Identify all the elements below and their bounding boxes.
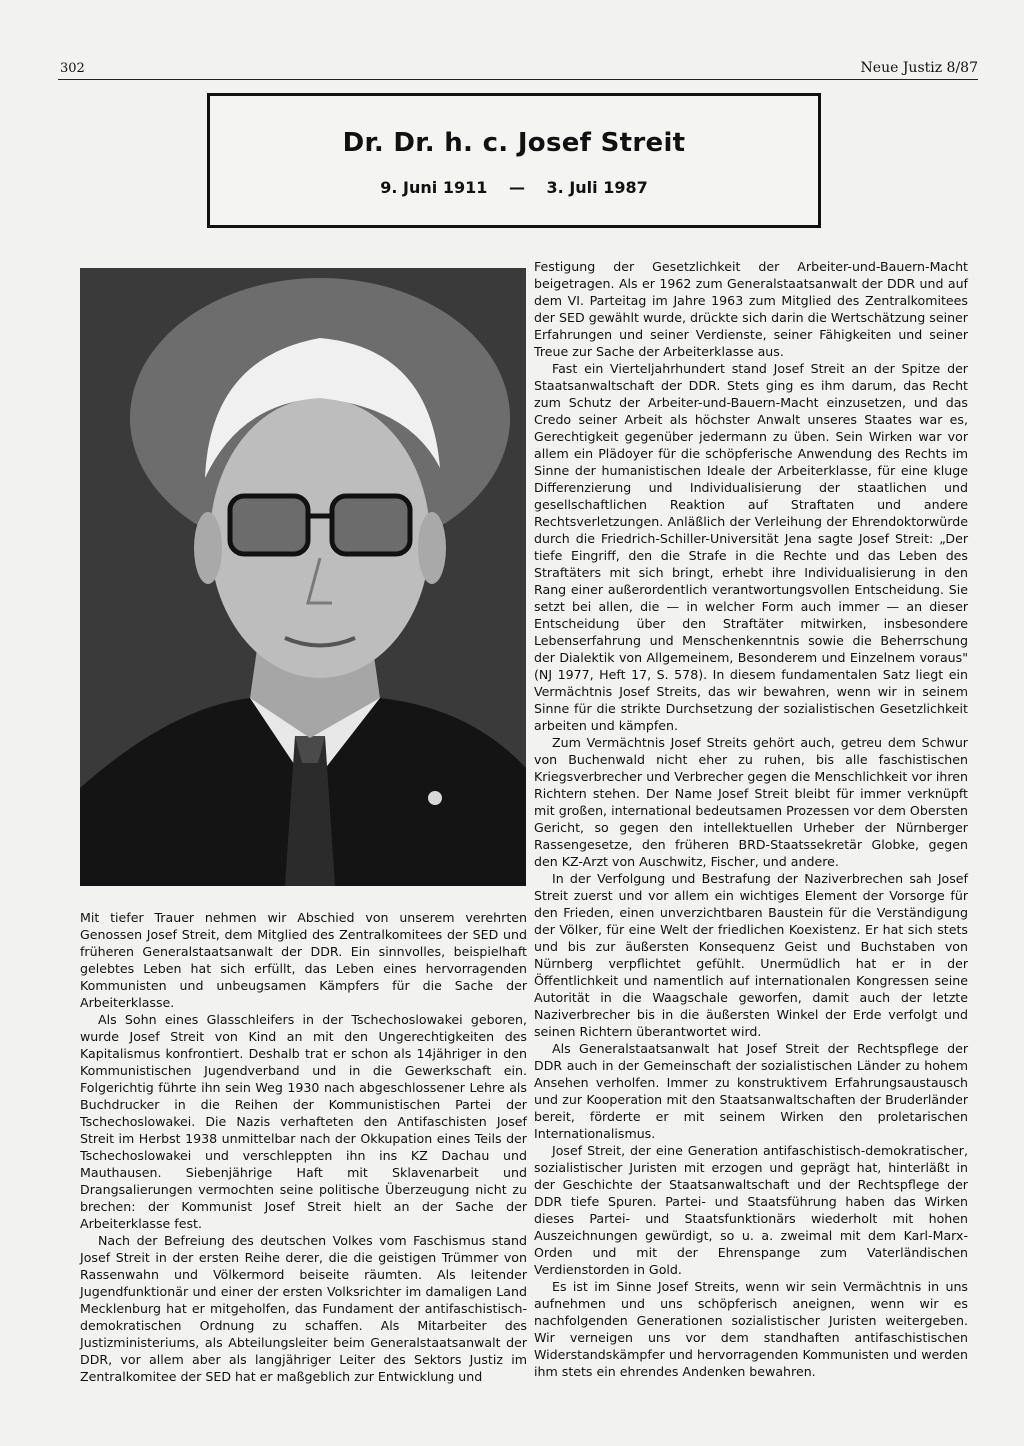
page-number: 302 — [60, 61, 85, 76]
date-dash: — — [508, 178, 525, 197]
paragraph: Josef Streit, der eine Generation antifaschistisch-demokratischer, sozialistischer Juristen mit erzogen und geprägt hat, hinterläßt in der Geschichte der Staatsanwaltschaft und der Rechtspflege der DDR tiefe Spuren. Partei- und Staatsführung haben das Wirken dieses Partei- und Staatsfunktionärs wiederholt mit hohen Auszeichnungen gewürdigt, so u. a. zweimal mit dem Karl-Marx-Orden und mit der Ehrenspange zum Vaterländischen Verdienstorden in Gold. — [534, 1143, 968, 1277]
paragraph: Als Sohn eines Glasschleifers in der Tschechoslowakei geboren, wurde Josef Streit von Kind an mit den Ungerechtigkeiten des Kapitalismus konfrontiert. Deshalb trat er schon als 14jähriger in den Kommunistischen Jugendverband und in die Gewerkschaft ein. Folgerichtig führte ihn sein Weg 1930 nach abgeschlossener Lehre als Buchdrucker in die Reihen der Kommunistischen Partei der Tschechoslowakei. Die Nazis verhafteten den Antifaschisten Josef Streit im Herbst 1938 unmittelbar nach der Okkupation eines Teils der Tschechoslowakei und verschleppten ihn ins KZ Dachau und Mauthausen. Siebenjährige Haft mit Sklavenarbeit und Drangsalierungen vermochten seine politische Überzeugung nicht zu brechen: der Kommunist Josef Streit hielt an der Sache der Arbeiterklasse fest. — [80, 1012, 527, 1231]
birth-date: 9. Juni 1911 — [380, 178, 488, 197]
portrait-photo — [80, 268, 526, 886]
paragraph: Fast ein Vierteljahrhundert stand Josef Streit an der Spitze der Staatsanwaltschaft der DDR. Stets ging es ihm darum, das Recht zum Schutz der Arbeiter-und-Bauern-Macht einzusetzen, und das Credo seiner Arbeit als höchster Anwalt unseres Staates war es, Gerechtigkeit gegenüber jedermann zu üben. Sein Wirken war vor allem ein Plädoyer für die schöpferische Anwendung des Rechts im Sinne der humanistischen Ideale der Arbeiterklasse, für eine kluge Differenzierung und Individualisierung der staatlichen und gesellschaftlichen Reaktion auf Straftaten und andere Rechtsverletzungen. Anläßlich der Verleihung der Ehrendoktorwürde durch die Friedrich-Schiller-Universität Jena sagte Josef Streit: „Der tiefe Eingriff, den die Strafe in die Rechte und das Leben des Straftäters mit sich bringt, erhebt ihre Individualisierung in den Rang einer außerordentlich verantwortungsvollen Entscheidung. Sie setzt bei allen, die — in welcher Form auch immer — an dieser Entscheidung über den Straftäter mitwirken, insbesondere Lebenserfahrung und Menschenkenntnis sowie die Beherrschung der Dialektik von Allgemeinem, Besonderem und Einzelnem voraus" (NJ 1977, Heft 17, S. 578). In diesem fundamentalen Satz liegt ein Vermächtnis Josef Streits, das wir bewahren, wenn wir in seinem Sinne für die strikte Durchsetzung der sozialistischen Gesetzlichkeit arbeiten und kämpfen. — [534, 361, 968, 733]
paragraph: Zum Vermächtnis Josef Streits gehört auch, getreu dem Schwur von Buchenwald nicht eher zu ruhen, bis alle faschistischen Kriegsverbrecher und Verbrecher gegen die Menschlichkeit vor ihren Richtern stehen. Der Name Josef Streit bleibt für immer verknüpft mit großen, international bedeutsamen Prozessen vor dem Obersten Gericht, so gegen den intellektuellen Urheber der Nürnberger Rassengesetze, den früheren BRD-Staatssekretär Globke, gegen den KZ-Arzt von Auschwitz, Fischer, und andere. — [534, 735, 968, 869]
life-dates — [210, 178, 818, 197]
paragraph: Nach der Befreiung des deutschen Volkes vom Faschismus stand Josef Streit in der ersten Reihe derer, die die geistigen Trümmer von Rassenwahn und Völkermord beiseite räumten. Als leitender Jugendfunktionär und einer der ersten Volksrichter im damaligen Land Mecklenburg hat er mitgeholfen, das Fundament der antifaschistisch-demokratischen Ordnung zu schaffen. Als Mitarbeiter des Justizministeriums, als Abteilungsleiter beim Generalstaatsanwalt der DDR, vor allem aber als langjähriger Leiter des Sektors Justiz im Zentralkomitee der SED hat er maßgeblich zur Entwicklung und — [80, 1233, 527, 1384]
obituary-title-box — [207, 93, 821, 228]
paragraph: Festigung der Gesetzlichkeit der Arbeiter-und-Bauern-Macht beigetragen. Als er 1962 zum Generalstaatsanwalt der DDR und auf dem VI. Parteitag im Jahre 1963 zum Mitglied des Zentralkomitees der SED gewählt wurde, drückte sich darin die Wertschätzung seiner Erfahrungen und seiner Verdienste, seiner Fähigkeiten und seiner Treue zur Sache der Arbeiterklasse aus. — [534, 259, 968, 359]
left-column-text — [80, 909, 527, 1385]
right-column-text — [534, 258, 968, 1380]
header-rule — [58, 79, 978, 80]
journal-issue: Neue Justiz 8/87 — [860, 60, 978, 76]
paragraph: Als Generalstaatsanwalt hat Josef Streit der Rechtspflege der DDR auch in der Gemeinschaft der sozialistischen Länder zu hohem Ansehen verholfen. Immer zu konstruktivem Erfahrungsaustausch und zur Kooperation mit den Staatsanwaltschaften der Bruderländer bereit, förderte er mit seinem Wirken den proletarischen Internationalismus. — [534, 1041, 968, 1141]
death-date: 3. Juli 1987 — [546, 178, 648, 197]
portrait-illustration — [80, 268, 526, 886]
paragraph: Es ist im Sinne Josef Streits, wenn wir sein Vermächtnis in uns aufnehmen und uns schöpferisch aneignen, wenn wir es nachfolgenden Generationen sozialistischer Juristen weitergeben. Wir verneigen uns vor dem standhaften antifaschistischen Widerstandskämpfer und hervorragenden Kommunisten und werden ihm stets ein ehrendes Andenken bewahren. — [534, 1279, 968, 1379]
paragraph: In der Verfolgung und Bestrafung der Naziverbrechen sah Josef Streit zuerst und vor allem ein wichtiges Element der Vorsorge für den Frieden, einen unverzichtbaren Baustein für die Verständigung der Völker, für eine Welt der friedlichen Koexistenz. Er hat sich stets und bis zur äußersten Konsequenz Geist und Buchstaben von Nürnberg verpflichtet gefühlt. Unermüdlich hat er in der Öffentlichkeit und namentlich auf internationalen Kongressen seine Autorität in die Waagschale geworfen, damit auch der letzte Naziverbrecher bis in die äußersten Winkel der Erde verfolgt und seinen Richtern überantwortet wird. — [534, 871, 968, 1039]
obituary-name: Dr. Dr. h. c. Josef Streit — [342, 128, 686, 158]
paragraph: Mit tiefer Trauer nehmen wir Abschied von unserem verehrten Genossen Josef Streit, dem Mitglied des Zentralkomitees der SED und früheren Generalstaatsanwalt der DDR. Ein sinnvolles, beispielhaft gelebtes Leben hat sich erfüllt, das Leben eines hervorragenden Kommunisten und unbeugsamen Kämpfers für die Sache der Arbeiterklasse. — [80, 910, 527, 1010]
